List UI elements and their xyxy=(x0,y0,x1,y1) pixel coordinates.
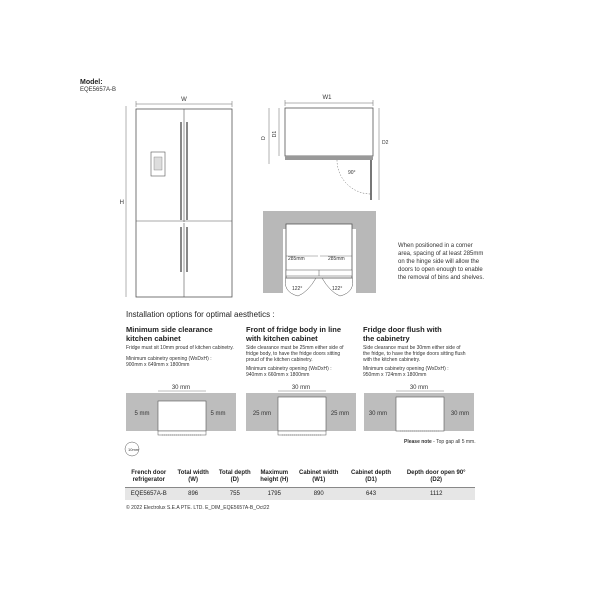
cell-total-depth: 755 xyxy=(214,488,256,501)
option2-text1-line3: proud of the kitchen cabinetry. xyxy=(246,357,313,363)
option2-top-gap: 30 mm xyxy=(291,385,311,391)
plan-left-gap: 285mm xyxy=(288,256,305,262)
option1-title-line1: Minimum side clearance xyxy=(126,325,213,334)
option2-diagram xyxy=(244,382,358,442)
option3-text1-line3: with the kitchen cabinetry. xyxy=(363,357,421,363)
cell-total-width: 896 xyxy=(173,488,214,501)
option2-text2-line2: 940mm x 660mm x 1800mm xyxy=(246,372,310,378)
plan-right-gap: 285mm xyxy=(328,256,345,262)
plan-right-angle: 122° xyxy=(332,286,343,292)
option3-title-line1: Fridge door flush with xyxy=(363,325,442,334)
header-cell: Maximum height (H) xyxy=(260,470,289,483)
option2-text1-line2: fridge body, to have the fridge doors sitting xyxy=(246,351,341,357)
dim-w1-label: W1 xyxy=(322,95,332,101)
option3-title-line2: the cabinetry xyxy=(363,334,410,343)
option3-left-gap: 30 mm xyxy=(368,411,388,417)
dim-d2-label: D2 xyxy=(382,140,389,146)
option3-diagram xyxy=(362,382,476,442)
dim-d1-label: D1 xyxy=(272,130,278,138)
install-heading: Installation options for optimal aesthetics : xyxy=(126,310,275,319)
footer-copyright: © 2022 Electrolux S.E.A PTE. LTD. E_DIM_EQE5657A-B_Oct22 xyxy=(126,505,270,511)
dim-w-label: W xyxy=(181,97,187,103)
option2-text1-line1: Side clearance must be 25mm either side of xyxy=(246,345,344,351)
header-cell: Cabinet width (W1) xyxy=(299,470,339,483)
header-cell: French door refrigerator xyxy=(131,470,167,483)
model-label: Model: xyxy=(80,79,103,86)
cell-cabinet-width: 890 xyxy=(293,488,345,501)
header-cell: Total width (W) xyxy=(177,470,209,483)
spec-table-header-row xyxy=(125,465,475,488)
option1-left-gap: 5 mm xyxy=(134,411,150,417)
corner-note: When positioned in a corner area, spacing of at least 285mm on the hinge side will allow the doors to open enough to enable the removal of bins and shelves. xyxy=(398,243,485,281)
option2-left-gap: 25 mm xyxy=(252,411,272,417)
spec-table xyxy=(125,465,475,500)
option3-text2-line2: 950mm x 724mm x 1800mm xyxy=(363,372,427,378)
option1-text1: Fridge must sit 10mm proud of kitchen cabinetry. xyxy=(126,345,234,351)
cell-model: EQE5657A-B xyxy=(125,488,173,501)
header-cell: Depth door open 90° (D2) xyxy=(406,470,466,483)
model-code: EQE5657A-B xyxy=(80,87,117,93)
option1-top-gap: 30 mm xyxy=(171,385,191,391)
table-row xyxy=(125,488,475,501)
header-cell: Cabinet depth (D1) xyxy=(351,470,392,483)
option3-text1-line1: Side clearance must be 30mm either side of xyxy=(363,345,461,351)
option2-right-gap: 25 mm xyxy=(330,411,350,417)
option2-title-line1: Front of fridge body in line xyxy=(246,325,341,334)
corner-plan-diagram xyxy=(258,208,383,303)
option1-proud-label: 10mm xyxy=(128,447,140,452)
dim-d-label: D xyxy=(261,136,267,140)
option3-text2-line1: Minimum cabinetry opening (WxDxH) : xyxy=(363,366,449,372)
option3-text1-line2: the fridge, to have the fridge doors sitting flush xyxy=(363,351,466,357)
header-cell: Total depth (D) xyxy=(218,470,251,483)
option3-top-gap: 30 mm xyxy=(409,385,429,391)
side-view-diagram xyxy=(255,92,395,207)
plan-left-angle: 122° xyxy=(292,286,303,292)
dim-h-label: H xyxy=(119,200,124,206)
cell-cabinet-depth: 643 xyxy=(345,488,398,501)
cell-max-height: 1795 xyxy=(256,488,293,501)
option1-title-line2: kitchen cabinet xyxy=(126,334,181,343)
option2-text2-line1: Minimum cabinetry opening (WxDxH) : xyxy=(246,366,332,372)
option1-text2-line2: 900mm x 649mm x 1800mm xyxy=(126,362,190,368)
angle-90-label: 90° xyxy=(348,170,356,176)
option1-right-gap: 5 mm xyxy=(210,411,226,417)
option1-diagram xyxy=(124,382,238,458)
option2-title-line2: with kitchen cabinet xyxy=(246,334,318,343)
cell-depth-door-open: 1112 xyxy=(397,488,475,501)
front-elevation-diagram xyxy=(118,92,250,302)
please-note: Please note - Top gap all 5 mm. xyxy=(404,439,476,445)
option1-text2-line1: Minimum cabinetry opening (WxDxH) : xyxy=(126,356,212,362)
option3-right-gap: 30 mm xyxy=(450,411,470,417)
